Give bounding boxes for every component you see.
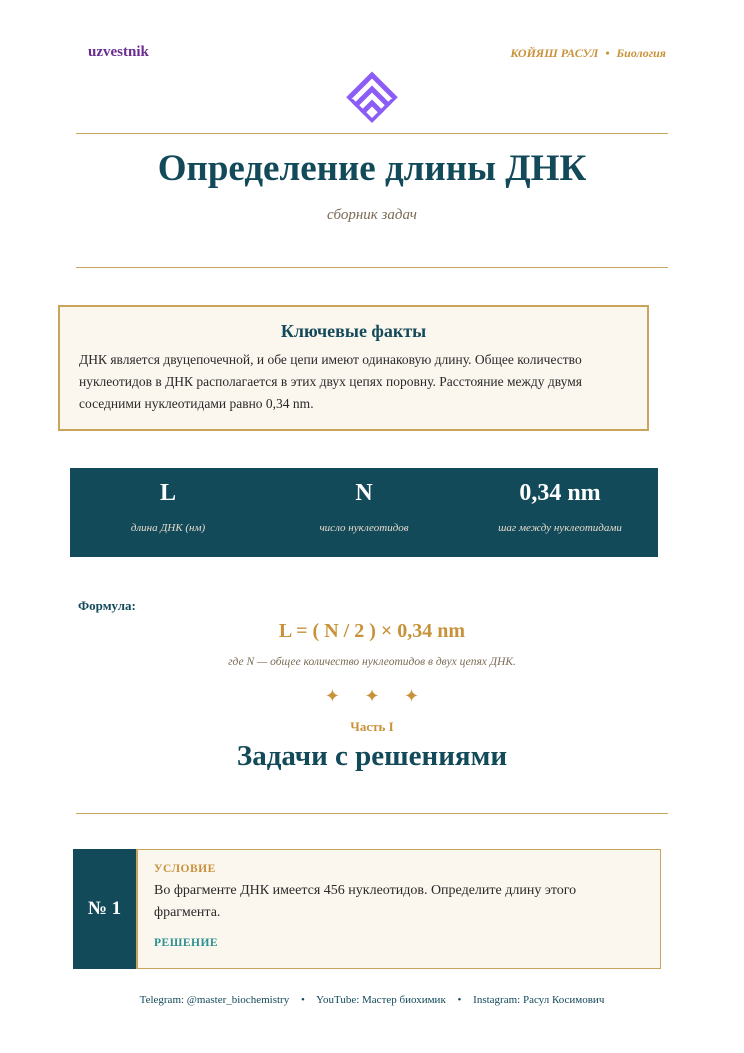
variable-desc-step: шаг между нуклеотидами (498, 522, 622, 534)
task-number: № 1 (73, 849, 136, 969)
section-rule (76, 813, 668, 814)
brand-name: uzvestnik (88, 44, 149, 60)
author-name: КОЙЯШ РАСУЛ (510, 46, 599, 60)
variable-symbol-n: N (355, 480, 373, 506)
subject-name: Биология (616, 46, 666, 60)
page-title: Определение длины ДНК (157, 148, 587, 189)
task-card (73, 849, 661, 969)
variable-desc-l: длина ДНК (нм) (130, 522, 206, 534)
key-facts-text: ДНК является двуцепочечной, и обе цепи имеют одинаковую длину. Общее количество нуклеотидов в ДНК располагается в этих двух цепях поровну. Расстояние между двумя соседними нуклеотидами равно 0,34 nm. (79, 352, 582, 411)
part-label: Часть I (350, 719, 394, 734)
footer-separator: • (300, 994, 305, 1006)
variables-band (70, 468, 660, 557)
footer-telegram: Telegram: @master_biochemistry (139, 994, 290, 1006)
task-body (136, 849, 661, 969)
section-title: Задачи с решениями (236, 740, 508, 772)
footer (0, 994, 744, 1006)
task-condition-text: Во фрагменте ДНК имеется 456 нуклеотидов. Определите длину этого фрагмента. (154, 883, 577, 920)
title-rule (76, 267, 668, 268)
author-separator: • (605, 46, 610, 60)
formula-expression: L = ( N / 2 ) × 0,34 nm (278, 620, 466, 642)
formula-label: Формула: (78, 598, 136, 613)
header-rule (76, 133, 668, 134)
logo-icon (344, 71, 400, 127)
task-solution-label: РЕШЕНИЕ (154, 937, 219, 949)
footer-separator: • (457, 994, 462, 1006)
star-divider: ✦ ✦ ✦ (324, 686, 430, 706)
footer-youtube: YouTube: Мастер биохимик (316, 994, 446, 1006)
page-subtitle: сборник задач (327, 207, 417, 223)
variable-symbol-step: 0,34 nm (519, 480, 601, 506)
variable-desc-n: число нуклеотидов (319, 522, 409, 534)
footer-instagram: Instagram: Расул Косимович (473, 994, 605, 1006)
task-condition-label: УСЛОВИЕ (154, 863, 216, 875)
key-facts-heading: Ключевые факты (280, 321, 427, 341)
variable-symbol-l: L (159, 480, 176, 506)
key-facts-box (58, 305, 649, 431)
formula-note: где N — общее количество нуклеотидов в двух цепях ДНК. (228, 656, 516, 668)
author-subject (510, 46, 666, 61)
